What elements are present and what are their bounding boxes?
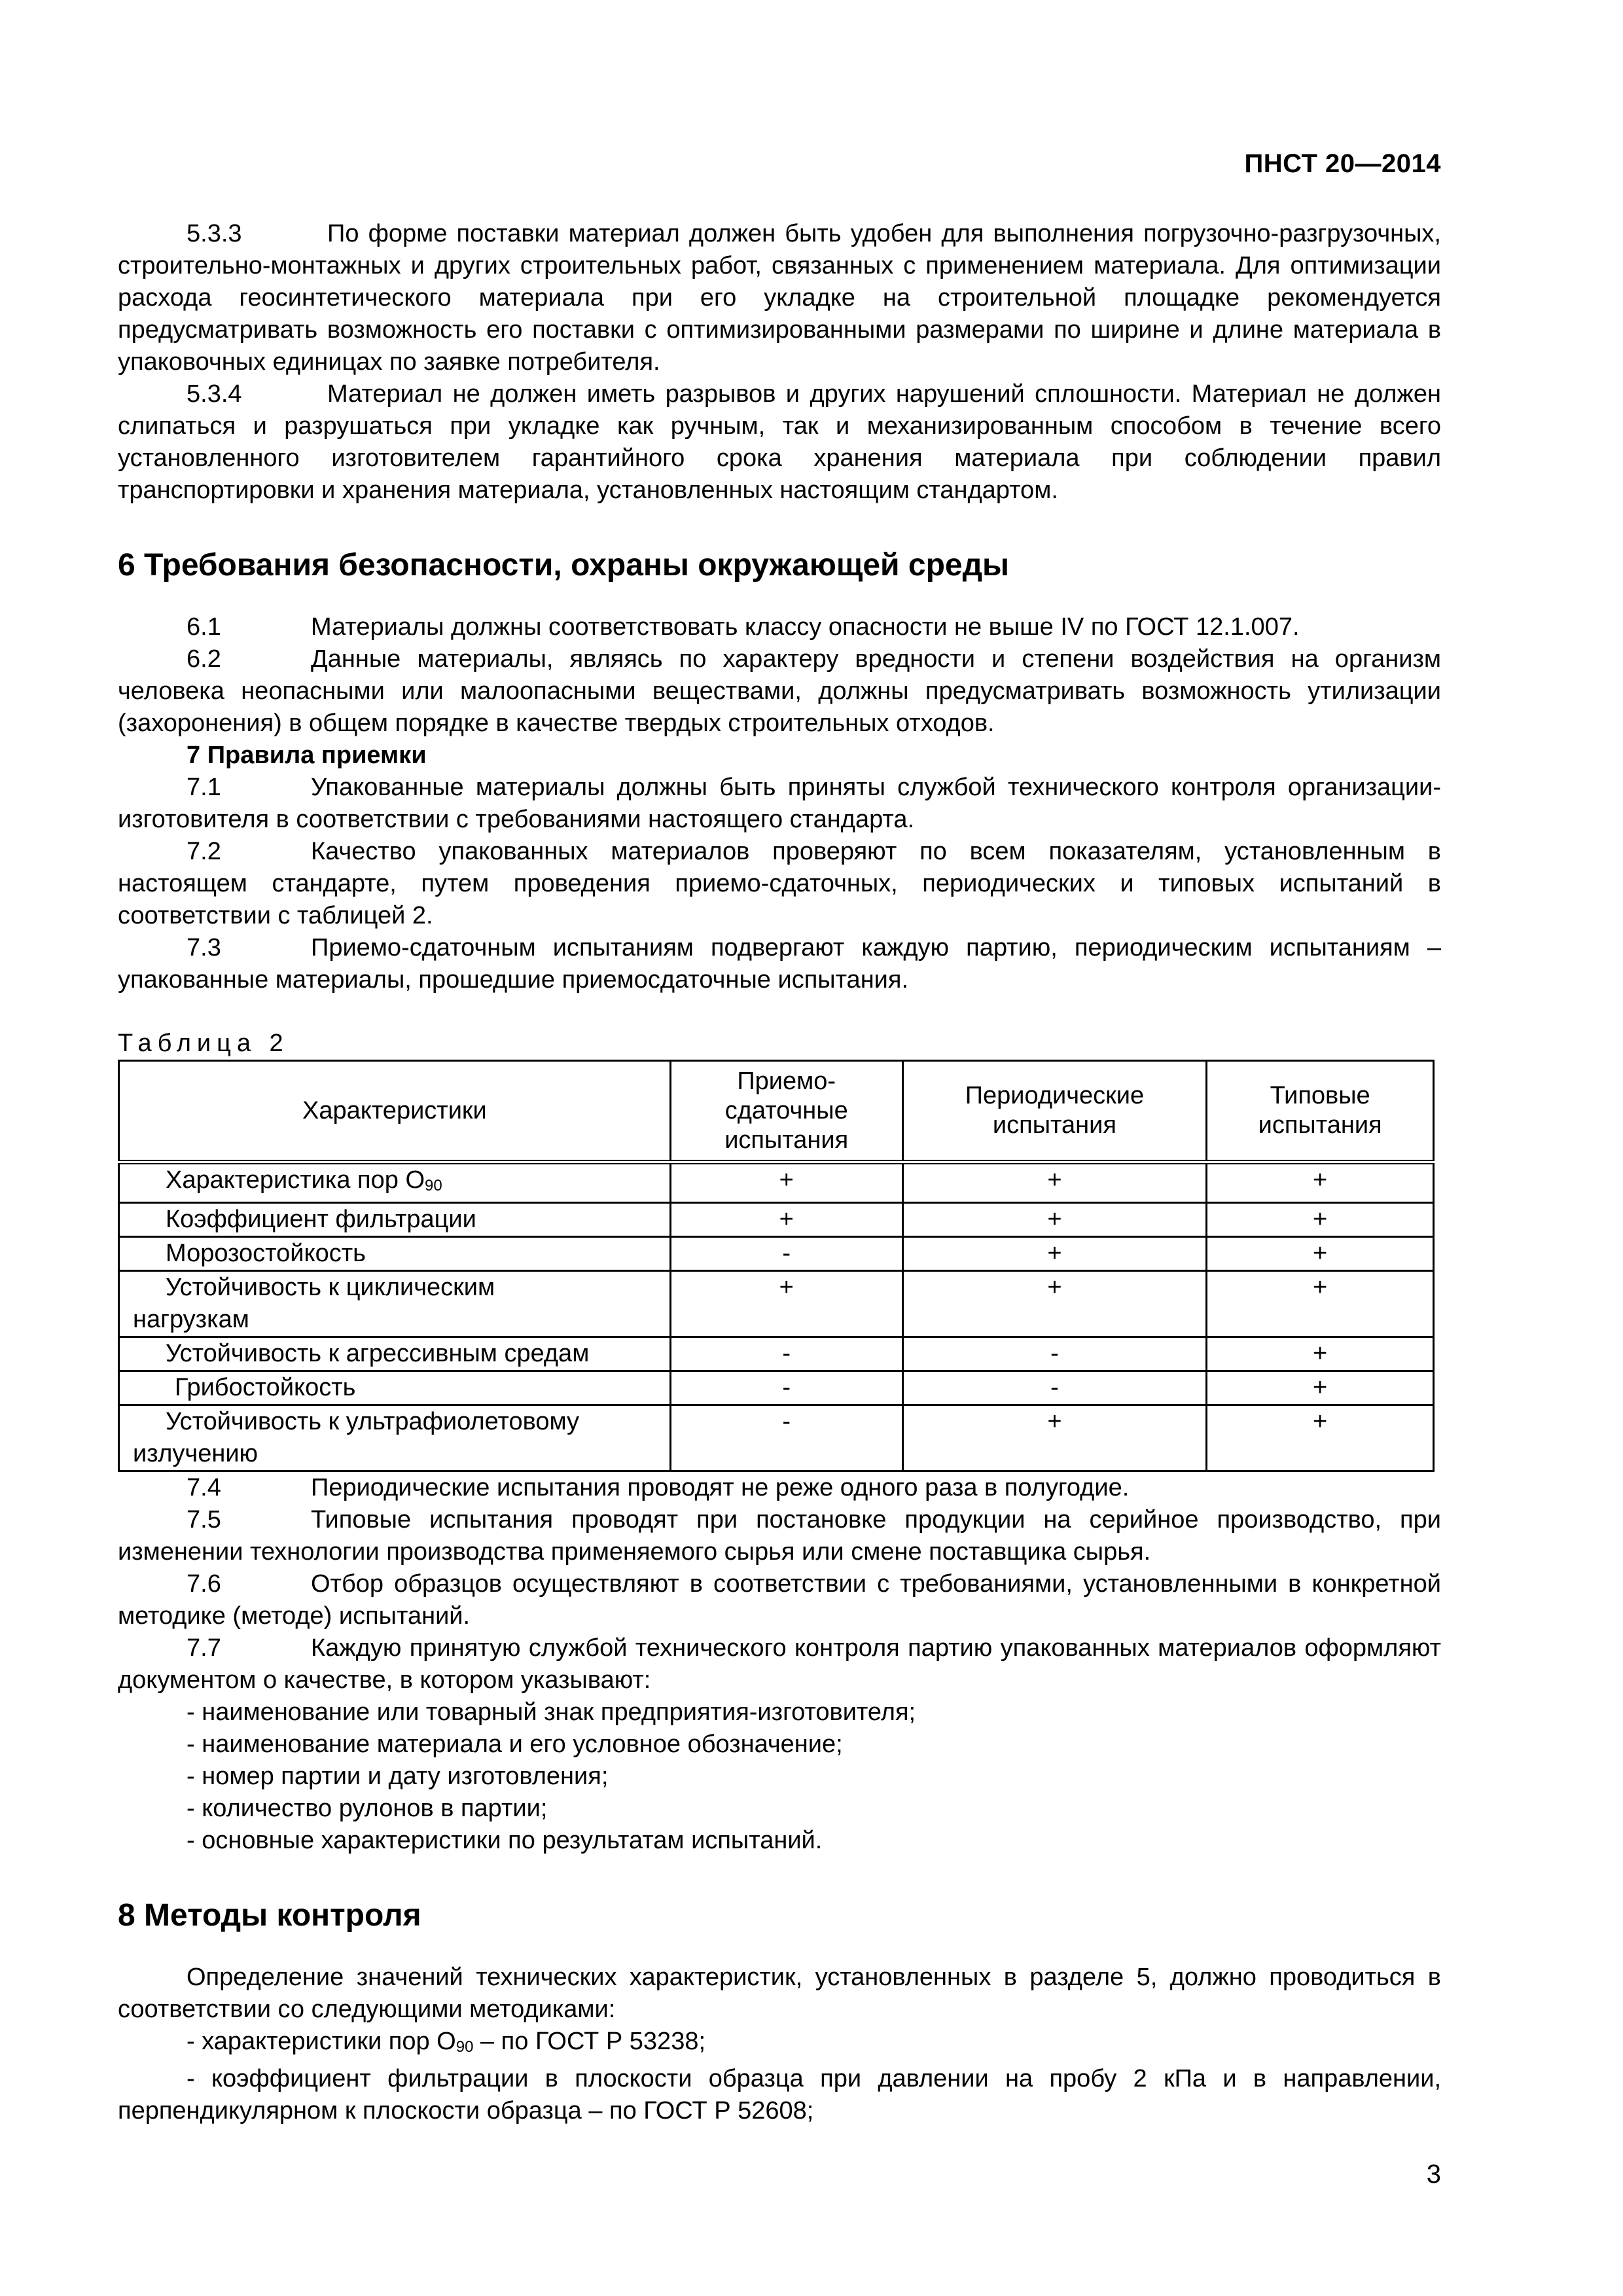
paragraph-7-6: 7.6 Отбор образцов осуществляют в соответствии с требованиями, установленными в конкретной методике (методе) испытаний. [118,1570,1441,1630]
table-2 [118,1060,1435,1472]
section-8-title: 8 Методы контроля [118,1898,421,1933]
paragraph-7-7: 7.7 Каждую принятую службой технического контроля партию упакованных материалов оформляют документом о качестве, в котором указывают: [118,1634,1441,1694]
table-row: Устойчивость к ультрафиолетовому излучению - + + [119,1405,1434,1471]
table-row: Грибостойкость - - + [119,1371,1434,1405]
text-body [118,218,1441,2127]
list-item: - коэффициент фильтрации в плоскости образца при давлении на пробу 2 кПа и в направлении, перпендикулярном к плоскости образца – по ГОСТ Р 52608; [118,2065,1441,2125]
paragraph-8-intro: Определение значений технических характеристик, установленных в разделе 5, должно проводиться в соответствии со следующими методиками: [118,1964,1441,2023]
list-item: - наименование или товарный знак предприятия-изготовителя; [187,1698,916,1726]
table-row: Характеристика пор $O_{90}$ + + + [119,1162,1434,1203]
header-type-tests: Типовые испытания [1207,1061,1434,1162]
paragraph-5-3-3: 5.3.3 По форме поставки материал должен быть удобен для выполнения погрузочно-разгрузочных, строительно-монтажных и других строительных работ, связанных с применением материала. Для оптимизации расхода геосинтетического материала при его укладке на строительной площадке рекомендуется предусматривать возможность его поставки с оптимизированными размерами по ширине и длине материала в упаковочных единицах по заявке потребителя. [118,220,1441,376]
paragraph-7-2: 7.2 Качество упакованных материалов проверяют по всем показателям, установленным в настоящем стандарте, путем проведения приемо-сдаточных, периодических и типовых испытаний в соответствии с таблицей 2. [118,838,1441,929]
page-number: 3 [1426,2160,1441,2189]
table-row: Морозостойкость - + + [119,1237,1434,1271]
list-item: - наименование материала и его условное обозначение; [187,1731,843,1758]
table-row: Коэффициент фильтрации + + + [119,1203,1434,1237]
header-periodic-tests: Периодические испытания [902,1061,1207,1162]
list-item: - количество рулонов в партии; [187,1795,548,1822]
paragraph-7-1: 7.1 Упакованные материалы должны быть приняты службой технического контроля организации-изготовителя в соответствии с требованиями настоящего стандарта. [118,774,1441,833]
section-7-title: 7 Правила приемки [187,742,427,769]
table-row: Устойчивость к агрессивным средам - - + [119,1337,1434,1371]
paragraph-7-3: 7.3 Приемо-сдаточным испытаниям подвергают каждую партию, периодическим испытаниям – упакованные материалы, прошедшие приемосдаточные испытания. [118,934,1441,994]
paragraph-7-5: 7.5 Типовые испытания проводят при постановке продукции на серийное производство, при изменении технологии производства применяемого сырья или смене поставщика сырья. [118,1506,1441,1566]
list-item: - номер партии и дату изготовления; [187,1763,609,1790]
table-caption: Таблица 2 [118,1030,289,1057]
table-row: Устойчивость к циклическим нагрузкам + + + [119,1271,1434,1337]
document-code: ПНСТ 20—2014 [1244,149,1441,178]
header-characteristics: Характеристики [119,1061,671,1162]
paragraph-6-2: 6.2 Данные материалы, являясь по характеру вредности и степени воздействия на организм человека неопасными или малоопасными веществами, должны предусматривать возможность утилизации (захоронения) в общем порядке в качестве твердых строительных отходов. [118,645,1441,737]
paragraph-6-1: 6.1 Материалы должны соответствовать классу опасности не выше IV по ГОСТ 12.1.007. [187,613,1300,641]
list-item: - характеристики пор $O_{90}$ – по ГОСТ Р 53238; [187,2028,706,2056]
header-acceptance-tests: Приемо-сдаточные испытания [670,1061,902,1162]
paragraph-7-4: 7.4 Периодические испытания проводят не реже одного раза в полугодие. [187,1474,1130,1501]
section-6-title: 6 Требования безопасности, охраны окружающей среды [118,548,1010,583]
paragraph-5-3-4: 5.3.4 Материал не должен иметь разрывов и других нарушений сплошности. Материал не должен слипаться и разрушаться при укладке как ручным, так и механизированным способом в течение всего установленного изготовителем гарантийного срока хранения материала при соблюдении правил транспортировки и хранения материала, установленных настоящим стандартом. [118,380,1441,504]
table-header-row [119,1061,1434,1162]
list-item: - основные характеристики по результатам испытаний. [187,1827,823,1854]
